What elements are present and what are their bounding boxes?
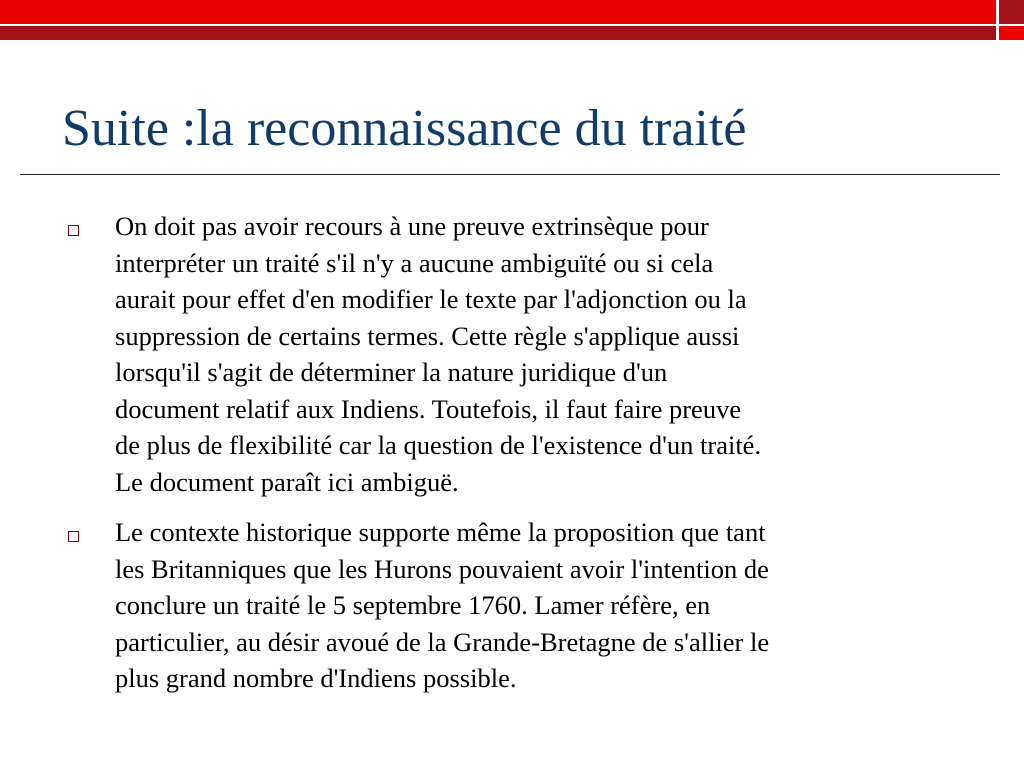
slide-title: Suite :la reconnaissance du traité [62,100,747,157]
bullet-text: Le contexte historique supporte même la proposition que tant les Britanniques que les Hurons pouvaient avoir l'intention de conclure un traité le 5 septembre 1760. Lamer réfère, en particulier, au désir avoué de la Grande-Bretagne de s'allier le plus grand nombre d'Indiens possible. [115,517,770,693]
bullet-list [64,208,964,711]
bullet-item [64,208,964,500]
header-corner-block-bottom [999,26,1024,40]
header-corner-block-top [999,0,1024,24]
header-red-band [0,0,996,24]
title-divider [20,174,1000,175]
hollow-square-icon [68,225,79,236]
header-decoration-bar [0,0,1024,40]
bullet-item [64,514,964,697]
hollow-square-icon [68,531,79,542]
bullet-text: On doit pas avoir recours à une preuve extrinsèque pour interpréter un traité s'il n'y a aucune ambiguïté ou si cela aurait pour effet d'en modifier le texte par l'adjonction ou la suppression de certains termes. Cette règle s'applique aussi lorsqu'il s'agit de déterminer la nature juridique d'un document relatif aux Indiens. Toutefois, il faut faire preuve de plus de flexibilité car la question de l'existence d'un traité. Le document paraît ici ambiguë. [115,211,762,497]
header-dark-band [0,26,996,40]
